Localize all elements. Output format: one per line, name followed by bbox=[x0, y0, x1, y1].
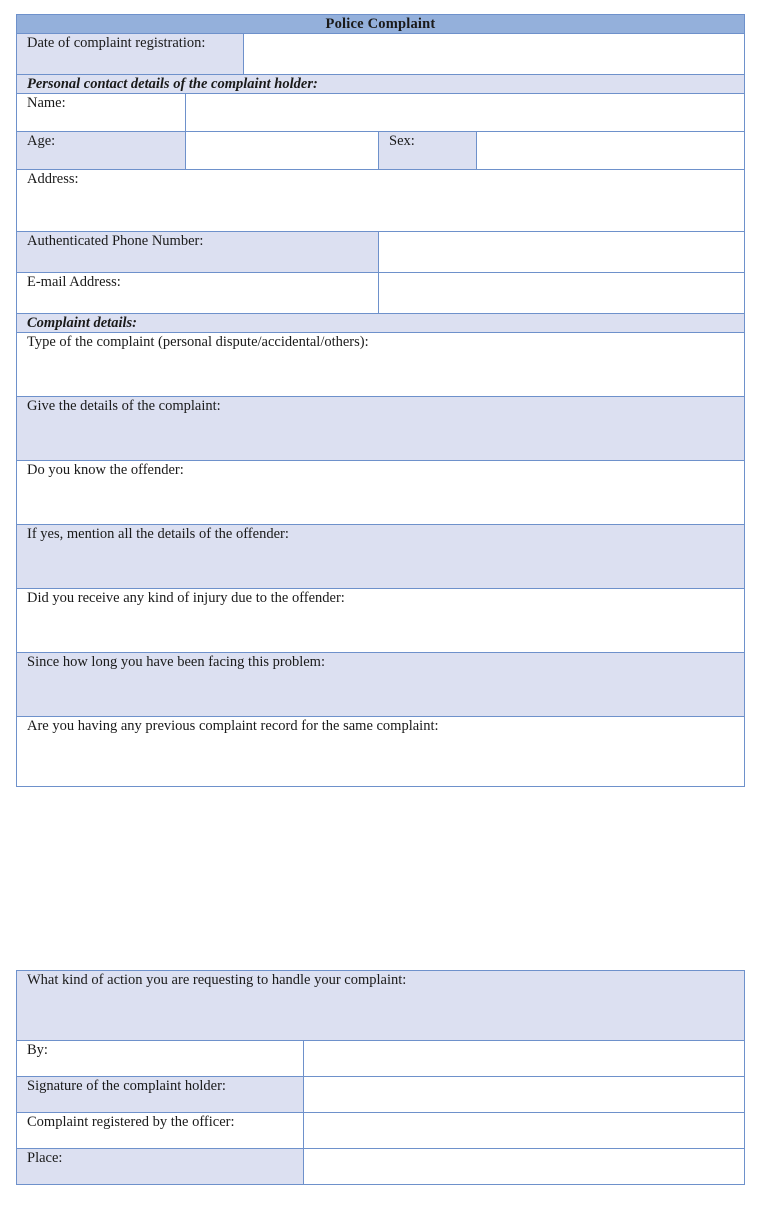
footer-row bbox=[17, 1113, 745, 1149]
form-title-row bbox=[17, 15, 745, 34]
question-label: Type of the complaint (personal dispute/accidental/others): bbox=[27, 334, 369, 351]
question-field-type-of-complaint[interactable] bbox=[17, 333, 745, 397]
question-label: If yes, mention all the details of the offender: bbox=[27, 526, 289, 543]
by-label: By: bbox=[17, 1041, 304, 1077]
footer-row bbox=[17, 1077, 745, 1113]
place-field[interactable] bbox=[304, 1149, 745, 1185]
question-field-previous-record[interactable] bbox=[17, 717, 745, 787]
name-field[interactable] bbox=[186, 94, 745, 132]
date-registration-row bbox=[17, 34, 745, 75]
sex-label: Sex: bbox=[379, 132, 477, 170]
age-field[interactable] bbox=[186, 132, 379, 170]
section-personal-row bbox=[17, 75, 745, 94]
email-row bbox=[17, 273, 745, 314]
footer-row bbox=[17, 1149, 745, 1185]
question-row bbox=[17, 333, 745, 397]
footer-row bbox=[17, 1041, 745, 1077]
address-row bbox=[17, 170, 745, 232]
section-complaint-heading: Complaint details: bbox=[17, 314, 745, 333]
phone-label: Authenticated Phone Number: bbox=[17, 232, 379, 273]
sex-field[interactable] bbox=[477, 132, 745, 170]
question-row bbox=[17, 589, 745, 653]
date-registration-label: Date of complaint registration: bbox=[17, 34, 244, 75]
phone-row bbox=[17, 232, 745, 273]
signature-field[interactable] bbox=[304, 1077, 745, 1113]
question-row bbox=[17, 653, 745, 717]
question-row bbox=[17, 397, 745, 461]
requested-action-label: What kind of action you are requesting to handle your complaint: bbox=[27, 972, 407, 988]
question-field-injury[interactable] bbox=[17, 589, 745, 653]
signature-label: Signature of the complaint holder: bbox=[17, 1077, 304, 1113]
address-field[interactable] bbox=[17, 170, 745, 232]
question-label: Did you receive any kind of injury due to the offender: bbox=[27, 590, 345, 607]
main-form-table bbox=[16, 14, 745, 787]
question-field-duration[interactable] bbox=[17, 653, 745, 717]
question-field-know-offender[interactable] bbox=[17, 461, 745, 525]
place-label: Place: bbox=[17, 1149, 304, 1185]
registered-by-officer-label: Complaint registered by the officer: bbox=[17, 1113, 304, 1149]
question-field-offender-details[interactable] bbox=[17, 525, 745, 589]
by-field[interactable] bbox=[304, 1041, 745, 1077]
footer-form-table bbox=[16, 970, 745, 1185]
address-label: Address: bbox=[27, 171, 79, 188]
age-label: Age: bbox=[17, 132, 186, 170]
date-registration-field[interactable] bbox=[244, 34, 745, 75]
question-field-complaint-details[interactable] bbox=[17, 397, 745, 461]
email-field[interactable] bbox=[379, 273, 745, 314]
page-title: Police Complaint bbox=[17, 15, 745, 34]
name-row bbox=[17, 94, 745, 132]
requested-action-field[interactable] bbox=[17, 971, 745, 1041]
question-label: Since how long you have been facing this problem: bbox=[27, 654, 325, 671]
section-personal-heading: Personal contact details of the complaint holder: bbox=[17, 75, 745, 94]
question-label: Do you know the offender: bbox=[27, 462, 184, 479]
registered-by-officer-field[interactable] bbox=[304, 1113, 745, 1149]
section-complaint-row bbox=[17, 314, 745, 333]
name-label: Name: bbox=[17, 94, 186, 132]
question-row bbox=[17, 525, 745, 589]
phone-field[interactable] bbox=[379, 232, 745, 273]
question-label: Give the details of the complaint: bbox=[27, 398, 221, 415]
age-sex-row bbox=[17, 132, 745, 170]
email-label: E-mail Address: bbox=[17, 273, 379, 314]
question-row bbox=[17, 717, 745, 787]
requested-action-row bbox=[17, 971, 745, 1041]
question-label: Are you having any previous complaint record for the same complaint: bbox=[27, 718, 439, 735]
question-row bbox=[17, 461, 745, 525]
